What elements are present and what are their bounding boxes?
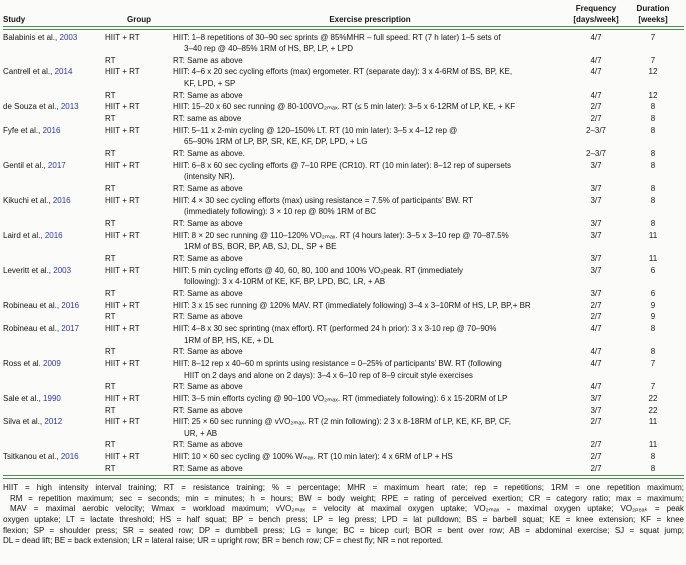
- duration-cell: 7: [650, 358, 656, 368]
- table-row: [3, 346, 684, 358]
- study-year-link[interactable]: 1990: [43, 393, 61, 403]
- study-year-link[interactable]: 2016: [52, 195, 71, 205]
- study-name: Cantrell et al.,: [3, 67, 53, 77]
- table-row: [3, 195, 684, 218]
- table-row: [3, 125, 684, 148]
- prescription-line: RT: Same as above: [173, 90, 243, 100]
- prescription-line: KF, LPD, + SP: [184, 79, 236, 89]
- group-cell: RT: [105, 347, 116, 357]
- table-row: [3, 101, 684, 113]
- prescription-cell: [173, 101, 567, 113]
- table-row: [3, 288, 684, 300]
- duration-cell: 8: [650, 195, 656, 205]
- duration-cell: 7: [650, 32, 656, 42]
- prescription-line: 3–40 rep @ 40–85% 1RM of HS, BP, LP, + LPD: [184, 44, 354, 54]
- study-name: Tsitkanou et al.,: [3, 452, 59, 462]
- prescription-line: RT: same as above: [173, 114, 242, 124]
- prescription-line: following): 3 x 4-10RM of KE, KF, BP, LPD, BC, LR, + AB: [184, 277, 386, 287]
- table-row: [3, 148, 684, 160]
- prescription-line: HIIT: 8 × 20 sec running @ 110–120% VO₂ₘₐₓ. RT (4 hours later): 3–5 x 3–10 rep @ 70–87.5%: [173, 230, 509, 240]
- prescription-line: 1RM of BS, BOR, BP, AB, SJ, DL, SP + BE: [184, 242, 337, 252]
- group-cell: HIIT + RT: [105, 230, 140, 240]
- group-cell: HIIT + RT: [105, 125, 140, 135]
- duration-cell: 8: [650, 102, 656, 112]
- duration-cell: 12: [648, 90, 658, 100]
- prescription-line: HIIT: 5–11 x 2-min cycling @ 120–150% LT. RT (10 min later): 3–5 x 4–12 rep @: [173, 125, 458, 135]
- study-year-link[interactable]: 2016: [42, 125, 61, 135]
- group-cell: RT: [105, 382, 116, 392]
- prescription-line: UR, + AB: [184, 428, 218, 438]
- group-cell: HIIT + RT: [105, 393, 140, 403]
- frequency-cell: 2–3/7: [585, 125, 607, 135]
- table-row: [3, 230, 684, 253]
- footnote-line: DL = dead lift; BE = back extension; LR = lateral raise; UR = upright row; BR = bench row; CF = chest fly; NR = not reported.: [3, 536, 444, 546]
- duration-cell: 22: [648, 393, 658, 403]
- study-year-link[interactable]: 2009: [43, 358, 61, 368]
- study-name: Leveritt et al.,: [3, 265, 52, 275]
- duration-cell: 8: [650, 125, 656, 135]
- study-name: Robineau et al.,: [3, 323, 60, 333]
- study-cell: [3, 66, 105, 78]
- duration-cell: 6: [650, 265, 656, 275]
- frequency-cell: 2/7: [590, 463, 602, 473]
- table-row: [3, 311, 684, 323]
- table-row: [3, 393, 684, 405]
- header-row-titles: [3, 15, 684, 26]
- study-cell: [3, 358, 105, 370]
- footnote-line: MAV = maximal aerobic velocity; Wmax = workload maximum; vVO₂ₘₐₓ = velocity at maximal oxygen uptake; VO₂ₘₐₓ ₌ maximal oxygen uptake; VO₂ₚₑₐₖ = peak: [10, 504, 684, 514]
- study-name: Fyfe et al.,: [3, 125, 41, 135]
- study-name: Ross et al.: [3, 358, 41, 368]
- prescription-cell: [173, 311, 567, 323]
- frequency-cell: 3/7: [590, 184, 602, 194]
- prescription-line: RT: Same as above: [173, 312, 243, 322]
- prescription-cell: [173, 55, 567, 67]
- prescription-line: (intensity NR).: [184, 172, 235, 182]
- group-cell: RT: [105, 288, 116, 298]
- study-name: Gentil et al.,: [3, 160, 46, 170]
- group-cell: HIIT + RT: [105, 452, 140, 462]
- prescription-cell: [173, 416, 567, 439]
- study-year-link[interactable]: 2017: [47, 160, 66, 170]
- table-row: [3, 439, 684, 451]
- prescription-cell: [173, 393, 567, 405]
- study-cell: [3, 393, 105, 405]
- group-cell: HIIT + RT: [105, 417, 140, 427]
- group-cell: RT: [105, 184, 116, 194]
- table-row: [3, 160, 684, 183]
- prescription-line: HIIT: 8–12 rep x 40–60 m sprints using resistance = 0–25% of participants’ BW. RT (following: [173, 358, 502, 368]
- prescription-cell: [173, 463, 567, 475]
- frequency-cell: 3/7: [590, 219, 602, 228]
- prescription-cell: [173, 195, 567, 218]
- duration-cell: 8: [650, 114, 656, 124]
- group-cell: RT: [105, 55, 116, 65]
- frequency-cell: 3/7: [590, 393, 602, 403]
- prescription-cell: [173, 183, 567, 195]
- study-year-link[interactable]: 2003: [53, 265, 72, 275]
- prescription-line: HIIT: 6–8 x 60 sec cycling efforts @ 7–10 RPE (CR10). RT (10 min later): 8–12 rep of supersets: [173, 160, 512, 170]
- prescription-line: HIIT: 4 × 30 sec cycling efforts (max) using resistance = 7.5% of participants’ BW. RT: [173, 195, 473, 205]
- prescription-line: HIIT: 1–8 repetitions of 30–90 sec sprints @ 85%MHR – full speed. RT (7 h later) 1–5 sets of: [173, 32, 501, 42]
- duration-header-line2: [weeks]: [638, 14, 668, 24]
- prescription-cell: [173, 148, 567, 160]
- duration-header-line1: Duration: [636, 4, 670, 13]
- footnote-line: RM = repetition maximum; sec = seconds; min = minutes; h = hours; BW = body weight; RPE = rating of perceived exertion; CR = category ratio; max = maximum;: [10, 493, 684, 503]
- study-name: Kikuchi et al.,: [3, 195, 51, 205]
- group-cell: HIIT + RT: [105, 300, 140, 310]
- group-cell: HIIT + RT: [105, 265, 140, 275]
- prescription-cell: [173, 288, 567, 300]
- table-row: [3, 451, 684, 463]
- prescription-line: HIIT: 5 min cycling efforts @ 40, 60, 80, 100 and 100% VO₂peak. RT (immediately: [173, 265, 464, 275]
- duration-cell: 8: [650, 347, 656, 357]
- frequency-cell: 3/7: [590, 405, 602, 415]
- duration-cell: 11: [648, 253, 658, 263]
- frequency-cell: 3/7: [590, 230, 602, 240]
- table-row: [3, 381, 684, 393]
- duration-cell: 7: [650, 382, 656, 392]
- frequency-cell: 2/7: [590, 102, 602, 112]
- study-cell: [3, 416, 105, 428]
- duration-cell: 12: [648, 67, 658, 77]
- table-row: [3, 218, 684, 230]
- prescription-line: HIIT: 4–6 x 20 sec cycling efforts (max) ergometer. RT (separate day): 3 x 4-6RM of BS, BP, KE,: [173, 67, 513, 77]
- prescription-line: RT: Same as above: [173, 219, 243, 228]
- duration-cell: 11: [648, 230, 658, 240]
- study-year-link[interactable]: 2016: [61, 300, 80, 310]
- frequency-cell: 2/7: [590, 312, 602, 322]
- study-cell: [3, 160, 105, 172]
- study-cell: [3, 451, 105, 463]
- group-cell: HIIT + RT: [105, 67, 140, 77]
- frequency-cell: 4/7: [590, 67, 602, 77]
- footnote-line: HIIT = high intensity interval training; RT = resistance training; % = percentage; MHR = maximum heart rate; rep = repetitions; 1RM = one repetition maximum;: [3, 482, 684, 492]
- prescription-cell: [173, 323, 567, 346]
- study-cell: [3, 265, 105, 277]
- frequency-cell: 4/7: [590, 32, 602, 42]
- prescription-column-header: Exercise prescription: [329, 14, 411, 24]
- duration-cell: 9: [650, 312, 656, 322]
- prescription-line: HIIT: 4–8 x 30 sec sprinting (max effort). RT (performed 24 h prior): 3 x 3-10 rep @ 70–90%: [173, 323, 497, 333]
- duration-cell: 6: [650, 288, 656, 298]
- frequency-cell: 4/7: [590, 90, 602, 100]
- prescription-cell: [173, 300, 567, 312]
- group-cell: RT: [105, 440, 116, 450]
- study-cell: [3, 101, 105, 113]
- prescription-line: 65–90% 1RM of LP, BP, SR, KE, KF, DP, LPD, + LG: [184, 137, 368, 147]
- frequency-cell: 2/7: [590, 300, 602, 310]
- group-column-header: Group: [127, 14, 151, 24]
- duration-cell: 22: [648, 405, 658, 415]
- header-spacer: [3, 4, 567, 15]
- study-year-link[interactable]: 2016: [60, 452, 79, 462]
- duration-cell: 8: [650, 219, 656, 228]
- frequency-cell: 4/7: [590, 358, 602, 368]
- duration-cell: 7: [650, 55, 656, 65]
- study-year-link[interactable]: 2014: [54, 67, 73, 77]
- table-row: [3, 405, 684, 417]
- group-cell: HIIT + RT: [105, 323, 140, 333]
- prescription-line: RT: Same as above: [173, 440, 243, 450]
- frequency-header-line2: [days/week]: [573, 14, 619, 24]
- prescription-cell: [173, 439, 567, 451]
- table-row: [3, 183, 684, 195]
- duration-cell: 8: [650, 160, 656, 170]
- study-year-link[interactable]: 2016: [44, 230, 63, 240]
- header-rule: [3, 26, 684, 30]
- duration-cell: 8: [650, 184, 656, 194]
- prescription-cell: [173, 253, 567, 265]
- prescription-cell: [173, 405, 567, 417]
- study-name: Balabinis et al.,: [3, 32, 58, 42]
- group-cell: RT: [105, 114, 116, 124]
- prescription-line: HIIT: 15–20 x 60 sec running @ 80-100VO₂ₘₐₓ. RT (≤ 5 min later): 3–5 x 6-12RM of LP, KE, + KF: [173, 102, 516, 112]
- prescription-cell: [173, 66, 567, 89]
- frequency-cell: 2/7: [590, 114, 602, 124]
- group-cell: RT: [105, 405, 116, 415]
- prescription-cell: [173, 125, 567, 148]
- table-header: [3, 4, 684, 25]
- table-body: [3, 31, 684, 475]
- study-name: Silva et al.,: [3, 417, 43, 427]
- prescription-line: HIIT: 10 × 60 sec cycling @ 100% Wₘₐₓ. RT (10 min later): 4 x 6RM of LP + HS: [173, 452, 453, 462]
- group-cell: RT: [105, 312, 116, 322]
- study-cell: [3, 300, 105, 312]
- study-cell: [3, 32, 105, 44]
- prescription-line: RT: Same as above.: [173, 149, 245, 159]
- footnote-line: oxygen uptake; LT = lactate threshold; HS = half squat; BP = bench press; LP = leg press; LPD = lat pulldown; BS = barbell squat; KE = knee extension; KF = knee: [3, 515, 684, 525]
- frequency-cell: 4/7: [590, 347, 602, 357]
- study-cell: [3, 195, 105, 207]
- group-cell: RT: [105, 90, 116, 100]
- group-cell: RT: [105, 219, 116, 228]
- group-cell: HIIT + RT: [105, 358, 140, 368]
- study-name: Laird et al.,: [3, 230, 43, 240]
- prescription-cell: [173, 113, 567, 125]
- prescription-cell: [173, 218, 567, 230]
- duration-cell: 9: [650, 300, 656, 310]
- prescription-line: RT: Same as above: [173, 382, 243, 392]
- frequency-header-line1: Frequency: [575, 4, 617, 13]
- table-row: [3, 358, 684, 381]
- duration-cell: 8: [650, 452, 656, 462]
- study-column-header: Study: [3, 14, 26, 24]
- table-row: [3, 55, 684, 67]
- bottom-rule: [3, 475, 684, 479]
- group-cell: HIIT + RT: [105, 102, 140, 112]
- table-row: [3, 416, 684, 439]
- frequency-cell: 3/7: [590, 253, 602, 263]
- group-cell: HIIT + RT: [105, 160, 140, 170]
- prescription-line: (immediately following): 3 × 10 rep @ 80% 1RM of BC: [184, 207, 376, 217]
- study-year-link[interactable]: 2012: [44, 417, 63, 427]
- frequency-cell: 2–3/7: [585, 149, 607, 159]
- prescription-cell: [173, 358, 567, 381]
- prescription-line: HIIT on 2 days and alone on 2 days): 3–4 x 6–10 rep of 8–9 circuit style exercises: [184, 370, 473, 380]
- prescription-line: RT: Same as above: [173, 55, 243, 65]
- footnote-line: flexion; SP = shoulder press; SR = seated row; DP = dumbbell press; LG = lunge; BC = bicep curl; BOR = bent over row; AB = abdominal exercise; SJ = squat jump;: [3, 525, 684, 535]
- header-row-units: [3, 4, 684, 15]
- prescription-cell: [173, 381, 567, 393]
- table-row: [3, 32, 684, 55]
- frequency-cell: 3/7: [590, 265, 602, 275]
- frequency-cell: 2/7: [590, 452, 602, 462]
- table-row: [3, 323, 684, 346]
- prescription-line: HIIT: 3 x 15 sec running @ 120% MAV. RT (immediately following) 3–4 x 3–10RM of HS, LP, BP,+ BR: [173, 300, 531, 310]
- prescription-line: RT: Same as above: [173, 253, 243, 263]
- prescription-line: RT: Same as above: [173, 288, 243, 298]
- study-name: Robineau et al.,: [3, 300, 60, 310]
- table-row: [3, 90, 684, 102]
- prescription-line: HIIT: 3–5 min efforts cycling @ 90–100 VO₂ₘₐₓ. RT (immediately following): 6 x 15-20RM of LP: [173, 393, 508, 403]
- frequency-cell: 2/7: [590, 417, 602, 427]
- group-cell: HIIT + RT: [105, 32, 140, 42]
- frequency-cell: 2/7: [590, 440, 602, 450]
- table-row: [3, 463, 684, 475]
- prescription-line: RT: Same as above: [173, 463, 243, 473]
- frequency-cell: 4/7: [590, 382, 602, 392]
- frequency-cell: 3/7: [590, 195, 602, 205]
- frequency-cell: 3/7: [590, 160, 602, 170]
- prescription-line: RT: Same as above: [173, 347, 243, 357]
- prescription-line: RT: Same as above: [173, 405, 243, 415]
- prescription-cell: [173, 160, 567, 183]
- prescription-line: HIIT: 25 × 60 sec running @ vVO₂ₘₐₓ. RT (2 min following): 2 3 x 8-18RM of LP, KE, KF, BP, CF,: [173, 417, 512, 427]
- study-year-link[interactable]: 2017: [61, 323, 80, 333]
- prescription-cell: [173, 90, 567, 102]
- study-year-link[interactable]: 2013: [60, 102, 79, 112]
- prescription-cell: [173, 265, 567, 288]
- study-cell: [3, 230, 105, 242]
- table-row: [3, 300, 684, 312]
- group-cell: RT: [105, 253, 116, 263]
- duration-cell: 11: [648, 440, 658, 450]
- duration-cell: 8: [650, 323, 656, 333]
- table-row: [3, 253, 684, 265]
- group-cell: HIIT + RT: [105, 195, 140, 205]
- table-row: [3, 66, 684, 89]
- prescription-cell: [173, 230, 567, 253]
- duration-cell: 11: [648, 417, 658, 427]
- table-row: [3, 265, 684, 288]
- frequency-cell: 3/7: [590, 288, 602, 298]
- study-cell: [3, 323, 105, 335]
- group-cell: RT: [105, 149, 116, 159]
- prescription-line: 1RM of BP, HS, KE, + DL: [184, 335, 274, 345]
- study-name: de Souza et al.,: [3, 102, 59, 112]
- prescription-cell: [173, 32, 567, 55]
- prescription-cell: [173, 451, 567, 463]
- group-cell: RT: [105, 463, 116, 473]
- duration-cell: 8: [650, 463, 656, 473]
- frequency-cell: 4/7: [590, 55, 602, 65]
- study-cell: [3, 125, 105, 137]
- abbreviations-footnote: [3, 483, 684, 547]
- prescription-line: RT: Same as above: [173, 184, 243, 194]
- table-row: [3, 113, 684, 125]
- study-name: Sale et al.,: [3, 393, 41, 403]
- prescription-cell: [173, 346, 567, 358]
- duration-cell: 8: [650, 149, 656, 159]
- frequency-cell: 4/7: [590, 323, 602, 333]
- study-year-link[interactable]: 2003: [59, 32, 78, 42]
